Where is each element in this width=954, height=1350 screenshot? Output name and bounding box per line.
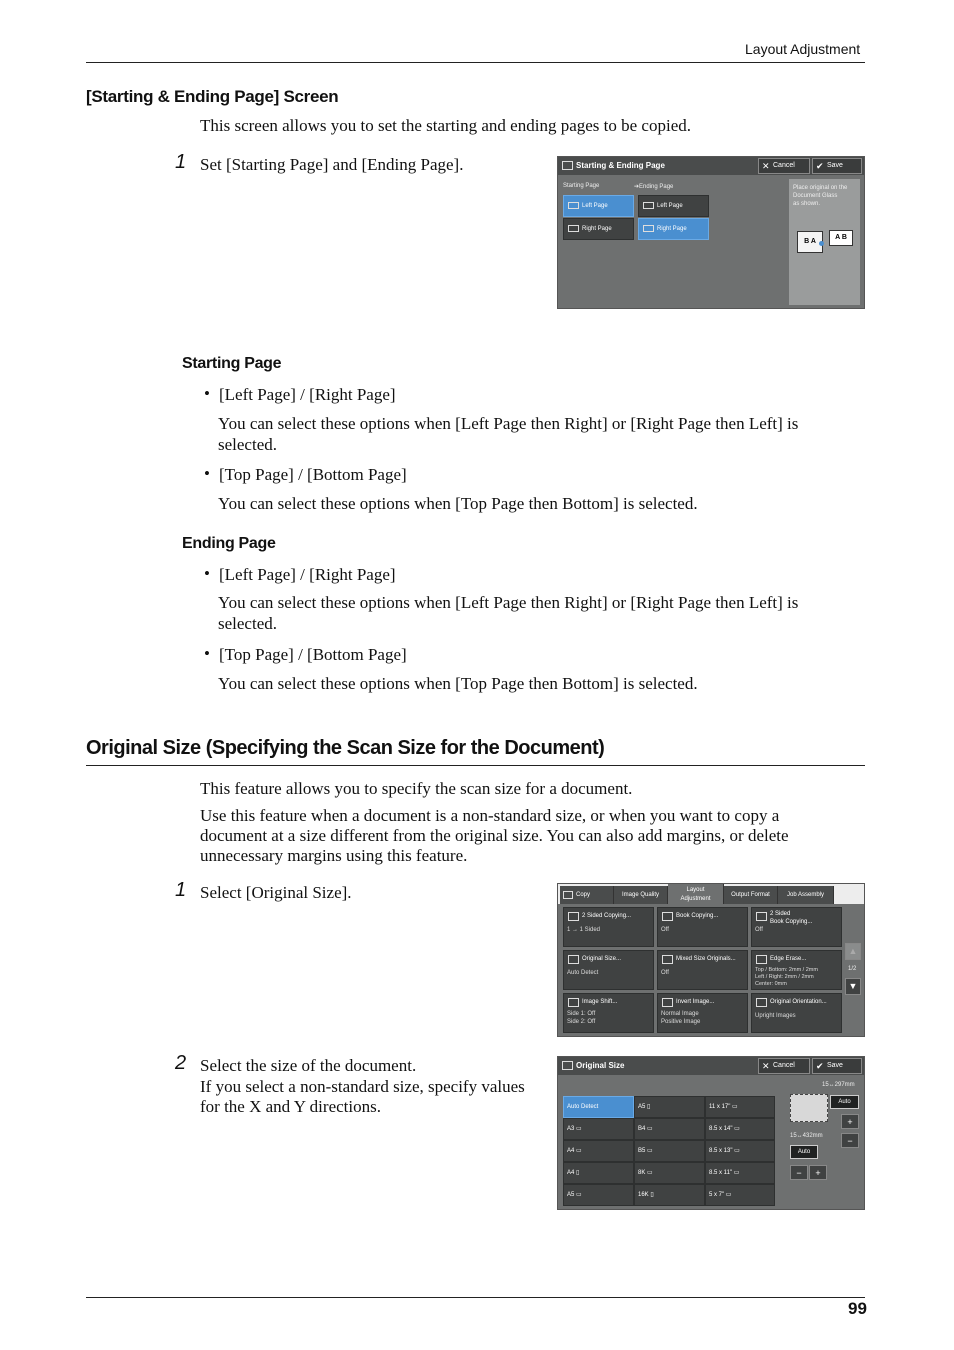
size-a4-portrait[interactable]: A4 ▯ [563, 1162, 634, 1184]
size-a5-portrait[interactable]: A5 ▯ [634, 1096, 705, 1118]
original-size-button[interactable]: Original Size... Auto Detect [563, 950, 654, 990]
arrow-icon [819, 241, 824, 246]
tab-output-format[interactable]: Output Format [724, 886, 778, 904]
guide-panel [789, 179, 860, 305]
book-icon [568, 225, 579, 232]
check-icon: ✔ [816, 161, 824, 171]
starting-ending-page-screenshot [557, 156, 865, 309]
invert-image-icon [662, 998, 673, 1007]
book-icon [662, 912, 673, 921]
book-icon [568, 202, 579, 209]
mixed-size-originals-button[interactable]: Mixed Size Originals... Off [657, 950, 748, 990]
x-range-label: 15↔297mm [822, 1082, 855, 1088]
step-text: Set [Starting Page] and [Ending Page]. [200, 155, 464, 174]
x-minus-button[interactable] [841, 1133, 859, 1148]
chevron-up-icon: ▲ [848, 946, 858, 956]
edge-erase-icon [756, 955, 767, 964]
cancel-button[interactable] [758, 158, 810, 174]
original-page-diagram: A B [829, 230, 853, 246]
book-icon [756, 912, 767, 921]
bullet: • [204, 644, 210, 663]
two-sided-book-copying-button[interactable]: 2 Sided Book Copying... Off [751, 907, 842, 947]
tab-image-quality[interactable]: Image Quality [614, 886, 668, 904]
size-a3[interactable]: A3 ▭ [563, 1118, 634, 1140]
header-rule [86, 62, 865, 63]
starting-right-page-button[interactable]: Right Page [563, 218, 634, 240]
two-sided-copying-button[interactable]: 2 Sided Copying... 1 → 1 Sided [563, 907, 654, 947]
save-label: Save [827, 162, 843, 169]
starting-desc-1: You can select these options when [Left Page then Right] or [Right Page then Left] is selected. [218, 414, 799, 454]
book-copying-button[interactable]: Book Copying... Off [657, 907, 748, 947]
save-button[interactable] [812, 158, 862, 174]
original-size-icon [562, 1061, 573, 1070]
book-icon [643, 202, 654, 209]
save-label: Save [827, 1062, 843, 1069]
starting-left-page-button[interactable]: Left Page [563, 195, 634, 217]
section-heading: [Starting & Ending Page] Screen [86, 87, 339, 106]
tab-layout-adjustment[interactable]: Layout Adjustment [668, 884, 724, 904]
ending-desc-1: You can select these options when [Left Page then Right] or [Right Page then Left] is selected. [218, 593, 799, 633]
cancel-label: Cancel [773, 1062, 795, 1069]
two-sided-icon [568, 912, 579, 921]
y-range-label: 15↔432mm [790, 1133, 823, 1139]
scroll-down-button[interactable] [845, 978, 861, 995]
ending-left-page-button[interactable]: Left Page [638, 195, 709, 217]
starting-page-label: Starting Page [563, 183, 600, 189]
footer-rule [86, 1297, 865, 1298]
ending-page-label: ➔Ending Page [634, 184, 674, 190]
ending-option-1: [Left Page] / [Right Page] [219, 565, 396, 584]
size-5x7[interactable]: 5 x 7" ▭ [705, 1184, 775, 1206]
orientation-icon [756, 998, 767, 1007]
size-a5-landscape[interactable]: A5 ▭ [563, 1184, 634, 1206]
ending-desc-2: You can select these options when [Top Page then Bottom] is selected. [218, 674, 698, 693]
size-8-5x14[interactable]: 8.5 x 14" ▭ [705, 1118, 775, 1140]
mixed-size-icon [662, 955, 673, 964]
x-icon: ✕ [762, 161, 770, 171]
step-text: Select [Original Size]. [200, 883, 352, 902]
size-8-5x11[interactable]: 8.5 x 11" ▭ [705, 1162, 775, 1184]
edge-erase-button[interactable]: Edge Erase... Top / Bottom: 2mm / 2mm Left / Right: 2mm / 2mm Center: 0mm [751, 950, 842, 990]
minus-icon: − [847, 1136, 853, 1146]
y-auto-button[interactable]: Auto [790, 1145, 818, 1159]
size-b4[interactable]: B4 ▭ [634, 1118, 705, 1140]
step-number: 1 [175, 879, 187, 901]
minus-icon: − [796, 1168, 802, 1178]
ending-option-2: [Top Page] / [Bottom Page] [219, 645, 407, 664]
image-shift-icon [568, 998, 579, 1007]
invert-image-button[interactable]: Invert Image... Normal Image Positive Image [657, 993, 748, 1033]
screen-title: Original Size [576, 1061, 625, 1070]
bullet: • [204, 384, 210, 403]
intro-text: This screen allows you to set the starting and ending pages to be copied. [200, 116, 691, 135]
book-icon [643, 225, 654, 232]
x-plus-button[interactable] [841, 1114, 859, 1129]
check-icon: ✔ [816, 1061, 824, 1071]
bullet: • [204, 564, 210, 583]
layout-adjustment-screenshot [557, 883, 865, 1037]
cancel-label: Cancel [773, 162, 795, 169]
page-number: 99 [848, 1299, 867, 1318]
feature-description: Use this feature when a document is a non-standard size, or when you want to copy a document at a size different from the original size. You can also add margins, or delete unnecessary margins using this feature. [200, 806, 789, 865]
save-button[interactable] [812, 1058, 862, 1074]
size-b5[interactable]: B5 ▭ [634, 1140, 705, 1162]
section-rule [86, 765, 865, 766]
chevron-down-icon: ▼ [848, 981, 858, 991]
size-auto-detect[interactable]: Auto Detect [563, 1096, 634, 1118]
y-minus-button[interactable] [790, 1165, 808, 1180]
size-11x17[interactable]: 11 x 17" ▭ [705, 1096, 775, 1118]
plus-icon: + [815, 1168, 821, 1178]
screen-title: Starting & Ending Page [576, 161, 665, 170]
bullet: • [204, 464, 210, 483]
feature-intro: This feature allows you to specify the scan size for a document. [200, 779, 633, 798]
arrow-icon: ➔ [634, 184, 640, 190]
original-orientation-button[interactable]: Original Orientation... Upright Images [751, 993, 842, 1033]
x-icon: ✕ [762, 1061, 770, 1071]
starting-desc-2: You can select these options when [Top Page then Bottom] is selected. [218, 494, 698, 513]
ending-page-heading: Ending Page [182, 535, 276, 552]
starting-page-heading: Starting Page [182, 355, 282, 372]
size-8-5x13[interactable]: 8.5 x 13" ▭ [705, 1140, 775, 1162]
copy-icon [563, 891, 573, 899]
starting-option-2: [Top Page] / [Bottom Page] [219, 465, 407, 484]
running-header: Layout Adjustment [745, 41, 861, 57]
screen-icon [562, 161, 573, 170]
step-number: 1 [175, 151, 187, 173]
original-size-icon [568, 955, 579, 964]
image-shift-button[interactable]: Image Shift... Side 1: Off Side 2: Off [563, 993, 654, 1033]
x-auto-button[interactable]: Auto [830, 1095, 859, 1109]
step-number: 2 [175, 1052, 187, 1074]
ending-right-page-button[interactable]: Right Page [638, 218, 709, 240]
tab-copy[interactable]: Copy [560, 886, 614, 904]
original-size-screenshot [557, 1056, 865, 1210]
document-size-diagram [790, 1094, 828, 1122]
starting-option-1: [Left Page] / [Right Page] [219, 385, 396, 404]
page-indicator: 1/2 [848, 966, 857, 972]
tab-job-assembly[interactable]: Job Assembly [778, 886, 834, 904]
document-glass-diagram: B A [797, 231, 823, 253]
step-text: Select the size of the document. If you select a non-standard size, specify values for the X and Y directions. [200, 1056, 525, 1116]
scroll-up-button[interactable] [845, 943, 861, 960]
cancel-button[interactable] [758, 1058, 810, 1074]
size-8k[interactable]: 8K ▭ [634, 1162, 705, 1184]
guide-text: Place original on the Document Glass as shown. [793, 185, 848, 207]
size-a4-landscape[interactable]: A4 ▭ [563, 1140, 634, 1162]
original-size-heading: Original Size (Specifying the Scan Size for the Document) [86, 737, 605, 759]
y-plus-button[interactable] [809, 1165, 827, 1180]
size-16k[interactable]: 16K ▯ [634, 1184, 705, 1206]
plus-icon: + [847, 1117, 853, 1127]
